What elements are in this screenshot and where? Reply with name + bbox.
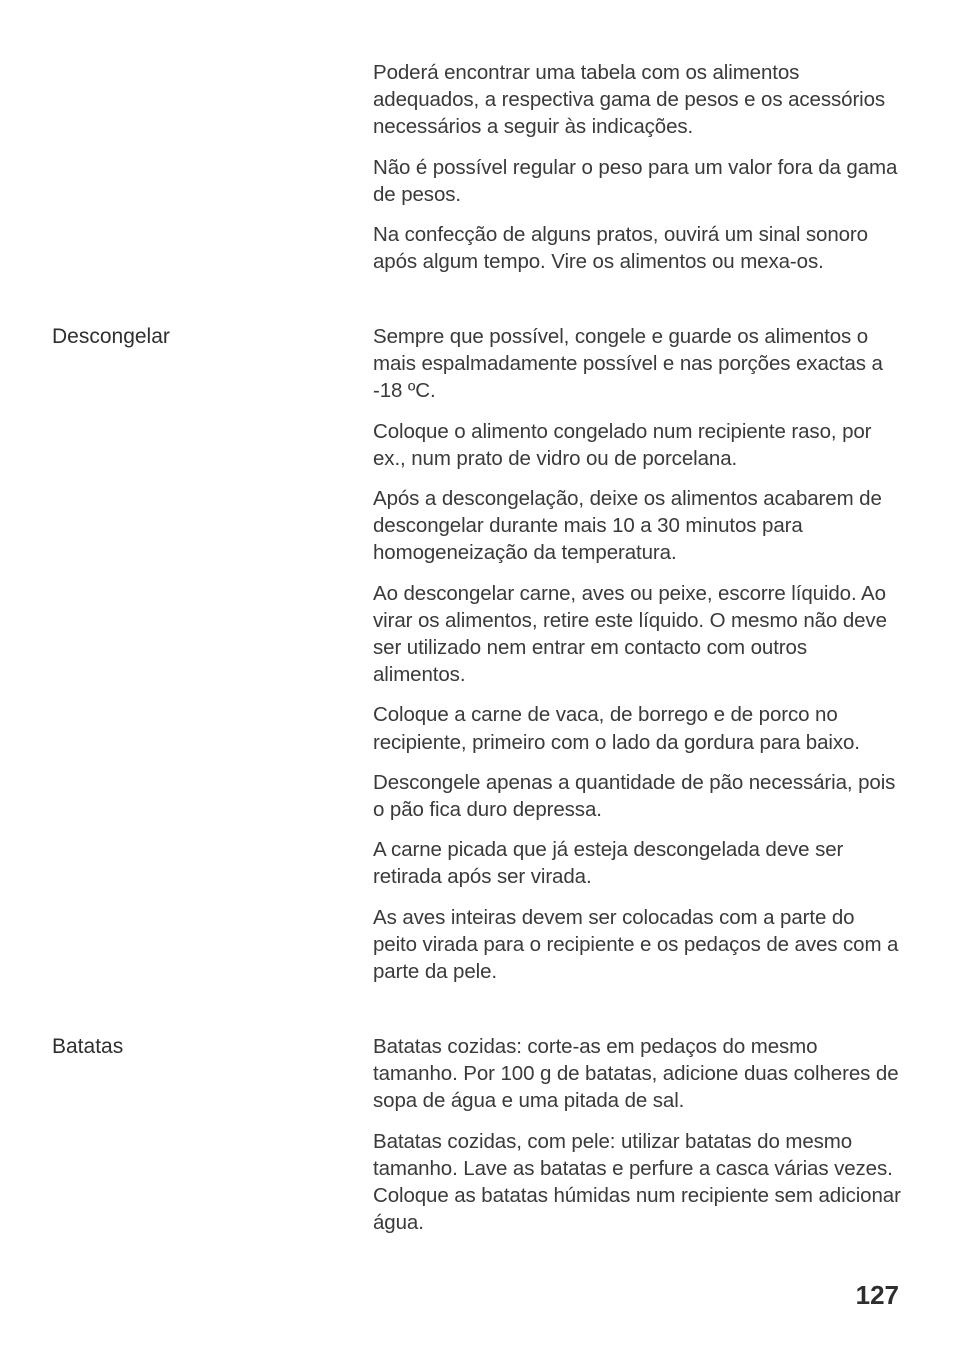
section-paragraph: Coloque a carne de vaca, de borrego e de porco no recipiente, primeiro com o lado da gordura para baixo.	[373, 703, 860, 754]
intro-paragraph: Poderá encontrar uma tabela com os alimentos adequados, a respectiva gama de pesos e os acessórios necessários a seguir às indicações.	[373, 61, 886, 139]
intro-block	[373, 59, 903, 288]
section-body	[373, 323, 903, 998]
page-number: 127	[855, 1280, 899, 1310]
section-paragraph: A carne picada que já esteja descongelada deve ser retirada após ser virada.	[373, 838, 844, 889]
intro-paragraph: Na confecção de alguns pratos, ouvirá um sinal sonoro após algum tempo. Vire os alimentos ou mexa-os.	[373, 223, 868, 274]
section-title: Descongelar	[52, 325, 170, 348]
section-title: Batatas	[52, 1035, 124, 1058]
section-paragraph: Batatas cozidas: corte-as em pedaços do mesmo tamanho. Por 100 g de batatas, adicione duas colheres de sopa de água e uma pitada de sal.	[373, 1035, 899, 1113]
section-body	[373, 1033, 903, 1249]
section-paragraph: Descongele apenas a quantidade de pão necessária, pois o pão fica duro depressa.	[373, 770, 896, 822]
section-paragraph: Após a descongelação, deixe os alimentos acabarem de descongelar durante mais 10 a 30 minutos para homogeneização da temperatura.	[373, 487, 882, 565]
section-paragraph: Coloque o alimento congelado num recipiente raso, por ex., num prato de vidro ou de porcelana.	[373, 419, 872, 470]
intro-paragraph: Não é possível regular o peso para um valor fora da gama de pesos.	[373, 155, 898, 206]
section-paragraph: Ao descongelar carne, aves ou peixe, escorre líquido. Ao virar os alimentos, retire este líquido. O mesmo não deve ser utilizado nem entrar em contacto com outros alimentos.	[373, 581, 887, 687]
section-paragraph: Batatas cozidas, com pele: utilizar batatas do mesmo tamanho. Lave as batatas e perfure a casca várias vezes. Coloque as batatas húmidas num recipiente sem adicionar água.	[373, 1129, 901, 1235]
section-paragraph: As aves inteiras devem ser colocadas com a parte do peito virada para o recipiente e os pedaços de aves com a parte da pele.	[373, 905, 899, 984]
section-paragraph: Sempre que possível, congele e guarde os alimentos o mais espalmadamente possível e nas porções exactas a -18 ºC.	[373, 325, 883, 403]
